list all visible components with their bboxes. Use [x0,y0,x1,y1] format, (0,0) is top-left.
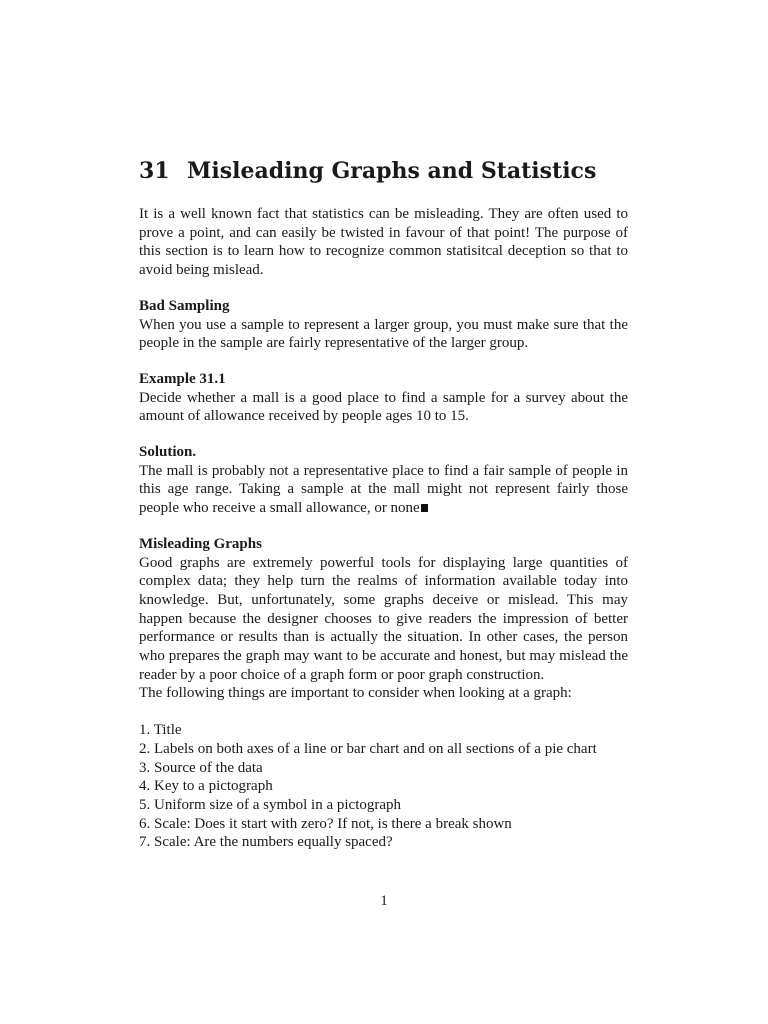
misleading-graphs-block [139,535,628,852]
document-page [139,157,628,852]
misleading-graphs-lead-in: The following things are important to consider when looking at a graph: [139,685,572,702]
list-item: 2. Labels on both axes of a line or bar chart and on all sections of a pie chart [139,740,597,757]
list-item: 4. Key to a pictograph [139,778,273,795]
section-title-text: Misleading Graphs and Statistics [187,158,597,184]
graph-checklist [139,721,628,852]
list-item: 5. Uniform size of a symbol in a pictograph [139,796,402,813]
section-number: 31 [139,158,170,184]
list-item: 1. Title [139,722,182,739]
solution-text: The mall is probably not a representative place to find a fair sample of people in this age range. Taking a sample at the mall might not represent fairly those people who receive a small allowance, or none [139,462,628,517]
solution-heading: Solution. [139,444,197,461]
bad-sampling-heading: Bad Sampling [139,297,230,314]
list-item: 7. Scale: Are the numbers equally spaced? [139,834,393,851]
misleading-graphs-paragraph: Good graphs are extremely powerful tools for displaying large quantities of complex data; they help turn the realms of information available today into knowledge. But, unfortunately, some graphs deceive or mislead. This may happen because the designer chooses to give readers the impression of better performance or results than is actually the situation. In other cases, the person who prepares the graph may want to be accurate and honest, but may mislead the reader by a poor choice of a graph form or poor graph construction. [139,554,628,683]
qed-square-icon [421,504,428,512]
bad-sampling-block [139,297,628,353]
bad-sampling-paragraph: When you use a sample to represent a larger group, you must make sure that the people in the sample are fairly representative of the larger group. [139,316,628,352]
solution-paragraph [139,462,628,518]
page-number: 1 [380,893,388,909]
list-item: 6. Scale: Does it start with zero? If not, is there a break shown [139,815,512,832]
misleading-graphs-heading: Misleading Graphs [139,535,262,552]
intro-block [139,205,628,280]
list-item: 3. Source of the data [139,759,263,776]
intro-paragraph: It is a well known fact that statistics can be misleading. They are often used to prove a point, and can easily be twisted in favour of that point! The purpose of this section is to learn how to recognize common statisitcal deception so that to avoid being mislead. [139,206,628,279]
example-heading: Example 31.1 [139,370,226,387]
example-paragraph: Decide whether a mall is a good place to find a sample for a survey about the amount of allowance received by people ages 10 to 15. [139,389,628,425]
section-title [139,157,628,185]
solution-block [139,443,628,518]
example-block [139,370,628,426]
